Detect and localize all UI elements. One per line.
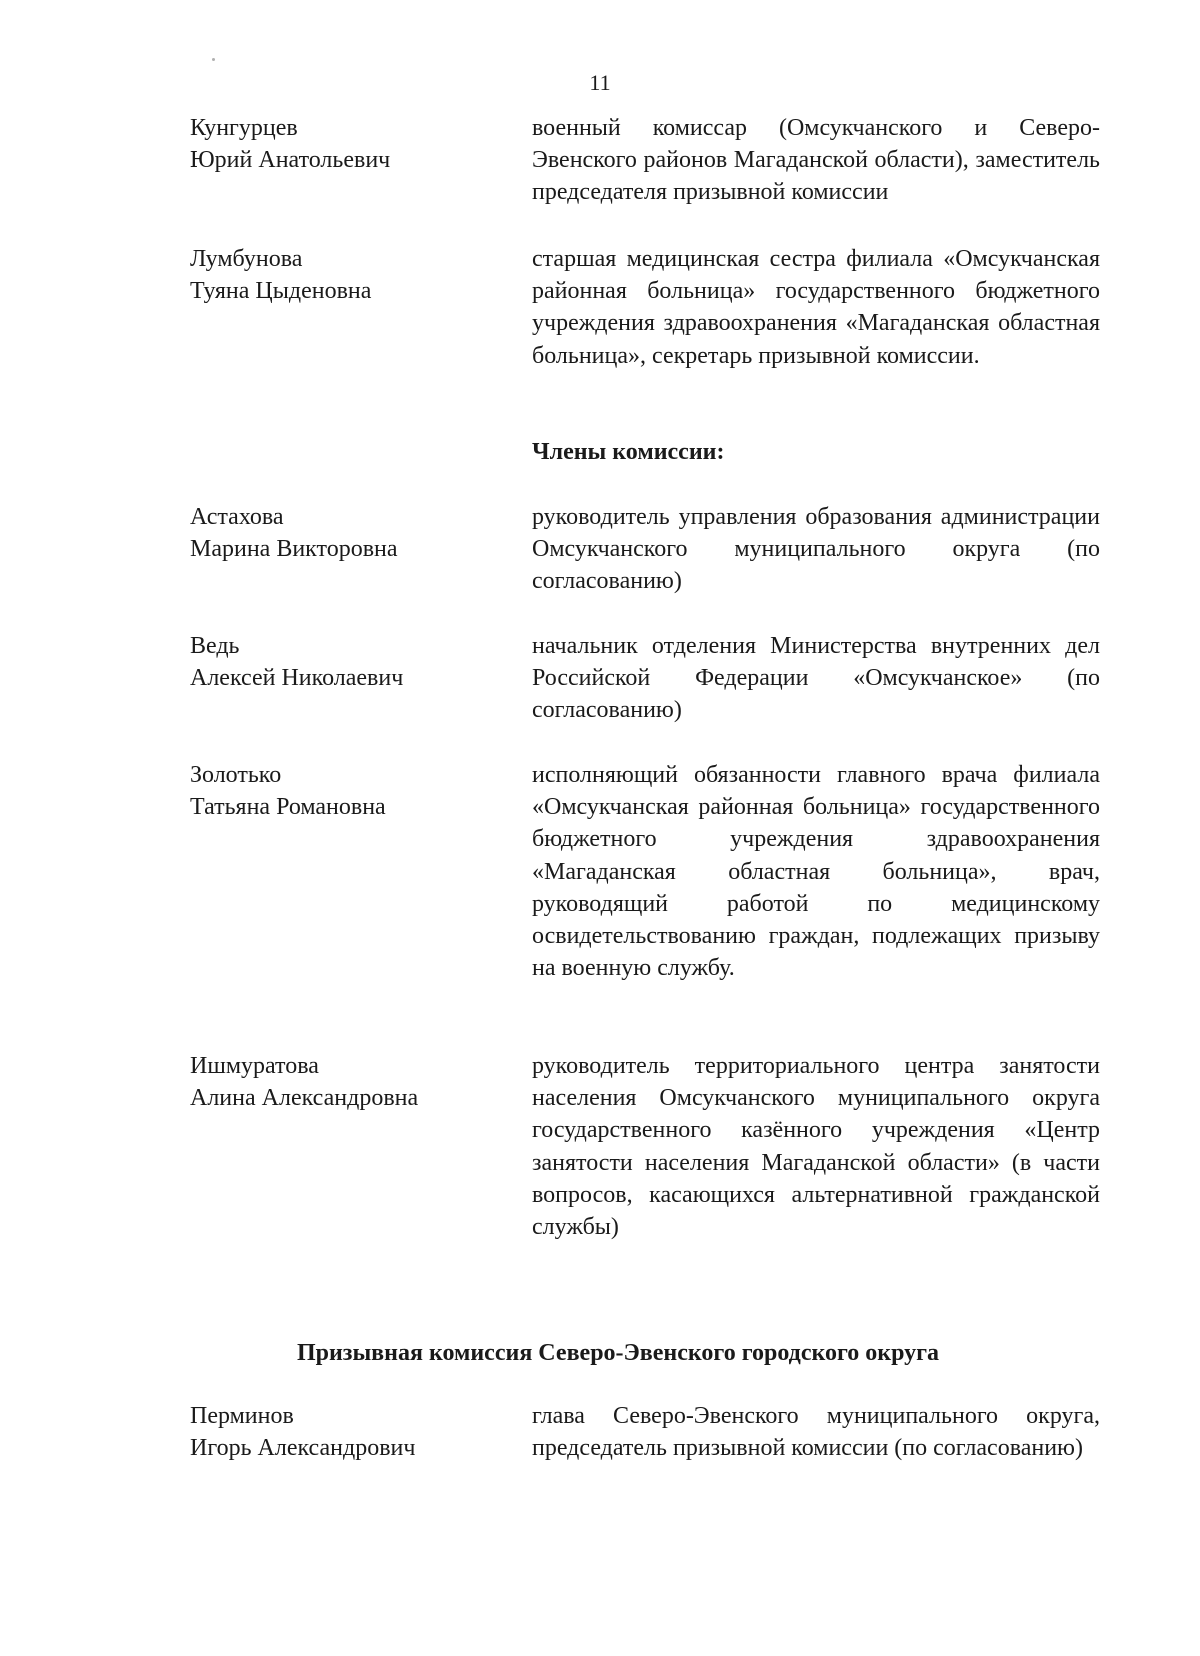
person-surname: Лумбунова bbox=[190, 246, 303, 272]
person-surname: Астахова bbox=[190, 504, 284, 530]
person-name bbox=[190, 112, 510, 176]
person-role: руководитель управления образования администрации Омсукчанского муниципального округа (по согласованию) bbox=[532, 504, 1100, 595]
person-name bbox=[190, 501, 510, 565]
person-surname: Перминов bbox=[190, 1403, 294, 1429]
person-name bbox=[190, 759, 510, 823]
person-given-names: Татьяна Романовна bbox=[190, 794, 386, 820]
person-surname: Кунгурцев bbox=[190, 115, 298, 141]
person-role: старшая медицинская сестра филиала «Омсукчанская районная больница» государственного бюджетного учреждения здравоохранения «Магаданская областная больница», секретарь призывной комиссии. bbox=[532, 246, 1100, 369]
person-surname: Ишмуратова bbox=[190, 1053, 319, 1079]
person-role: военный комиссар (Омсукчанского и Северо-Эвенского районов Магаданской области), заместитель председателя призывной комиссии bbox=[532, 115, 1100, 206]
person-given-names: Игорь Александрович bbox=[190, 1435, 416, 1461]
person-role: начальник отделения Министерства внутренних дел Российской Федерации «Омсукчанское» (по согласованию) bbox=[532, 633, 1100, 724]
section-heading: Призывная комиссия Северо-Эвенского городского округа bbox=[296, 1340, 940, 1366]
members-heading: Члены комиссии: bbox=[532, 439, 725, 465]
scan-speck bbox=[212, 58, 215, 61]
person-name bbox=[190, 630, 510, 694]
person-surname: Ведь bbox=[190, 633, 240, 659]
person-role: руководитель территориального центра занятости населения Омсукчанского муниципального округа государственного казённого учреждения «Центр занятости населения Магаданской области» (в части вопросов, касающихся альтернативной гражданской службы) bbox=[532, 1053, 1100, 1241]
person-given-names: Марина Викторовна bbox=[190, 536, 398, 562]
person-role: исполняющий обязанности главного врача филиала «Омсукчанская районная больница» государственного бюджетного учреждения здравоохранения «Магаданская областная больница», врач, руководящий работой по медицинскому освидетельствованию граждан, подлежащих призыву на военную службу. bbox=[532, 762, 1100, 982]
person-name bbox=[190, 1050, 510, 1114]
person-given-names: Алина Александровна bbox=[190, 1085, 419, 1111]
person-given-names: Туяна Цыденовна bbox=[190, 278, 372, 304]
page-number: 11 bbox=[589, 70, 611, 95]
person-name bbox=[190, 1400, 510, 1464]
person-role: глава Северо-Эвенского муниципального округа, председатель призывной комиссии (по согласованию) bbox=[532, 1403, 1100, 1462]
person-given-names: Алексей Николаевич bbox=[190, 665, 404, 691]
person-given-names: Юрий Анатольевич bbox=[190, 147, 391, 173]
person-name bbox=[190, 243, 510, 307]
person-surname: Золотько bbox=[190, 762, 282, 788]
